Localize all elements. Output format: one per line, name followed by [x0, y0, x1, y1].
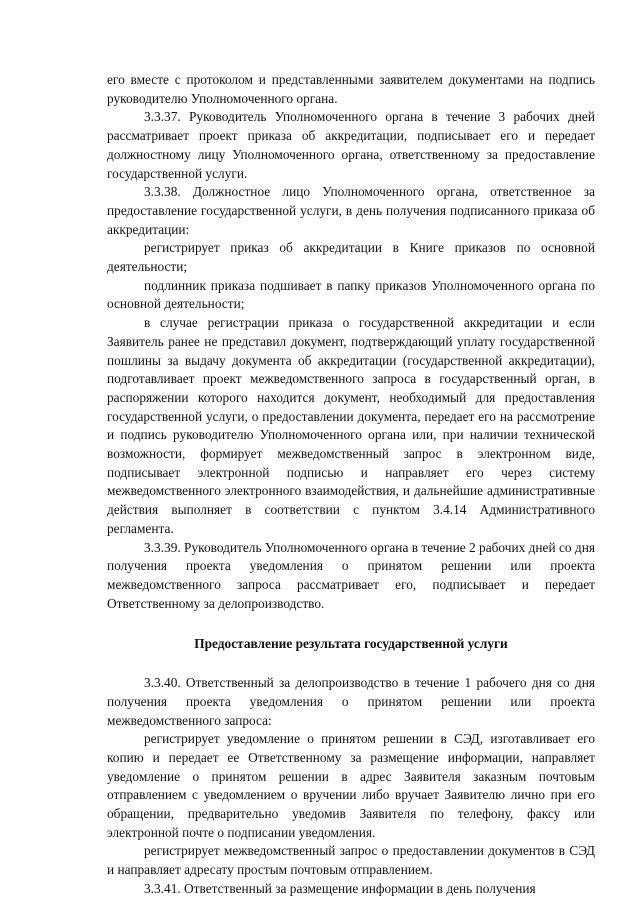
list-item-interagency-request: в случае регистрации приказа о государственной аккредитации и если Заявитель ранее не представил документ, подтверждающий уплату государственной пошлины за выдачу документа об аккредитации (государственной аккредитации), подготавливает проект межведомственного запроса в государственный орган, в распоряжении которого находится документ, необходимый для предоставления государственной услуги, о предоставлении документа, передает его на рассмотрение и подпись руководителю Уполномоченного органа или, при наличии технической возможности, формирует межведомственный запрос в электронном виде, подписывает электронной подписью и направляет его через систему межведомственного электронного взаимодействия, и дальнейшие административные действия выполняет в соответствии с пунктом 3.4.14 Административного регламента.	[107, 315, 595, 536]
paragraph-3-3-40: 3.3.40. Ответственный за делопроизводство в течение 1 рабочего дня со дня получения проекта уведомления о принятом решении или проекта межведомственного запроса:	[107, 675, 595, 728]
paragraph-3-3-38: 3.3.38. Должностное лицо Уполномоченного органа, ответственное за предоставление государственной услуги, в день получения подписанного приказа об аккредитации:	[107, 184, 595, 237]
section-heading: Предоставление результата государственной услуги	[194, 636, 508, 652]
list-item-register-notification: регистрирует уведомление о принятом решении в СЭД, изготавливает его копию и передает ее Ответственному за размещение информации, направляет уведомление о принятом решении в адрес Заявителя заказным почтовым отправлением с уведомлением о вручении либо вручает Заявителю лично при его обращении, предварительно уведомив Заявителя по телефону, факсу или электронной почте о подписании уведомления.	[107, 731, 595, 840]
list-item-register-order: регистрирует приказ об аккредитации в Книге приказов по основной деятельности;	[107, 240, 595, 275]
paragraph-3-3-37: 3.3.37. Руководитель Уполномоченного органа в течение 3 рабочих дней рассматривает проект приказа об аккредитации, подписывает его и передает должностному лицу Уполномоченного органа, ответственному за предоставление государственной услуги.	[107, 109, 595, 181]
document-body	[107, 71, 595, 899]
list-item-register-request: регистрирует межведомственный запрос о предоставлении документов в СЭД и направляет адресату простым почтовым отправлением.	[107, 843, 595, 878]
paragraph-3-3-39: 3.3.39. Руководитель Уполномоченного органа в течение 2 рабочих дней со дня получения проекта уведомления о принятом решении или проекта межведомственного запроса рассматривает его, подписывает и передает Ответственному за делопроизводство.	[107, 539, 595, 611]
paragraph-continuation: его вместе с протоколом и представленными заявителем документами на подпись руководителю Уполномоченного органа.	[107, 72, 595, 106]
list-item-file-original: подлинник приказа подшивает в папку приказов Уполномоченного органа по основной деятельности;	[107, 277, 595, 312]
paragraph-3-3-41: 3.3.41. Ответственный за размещение информации в день получения	[144, 880, 536, 896]
